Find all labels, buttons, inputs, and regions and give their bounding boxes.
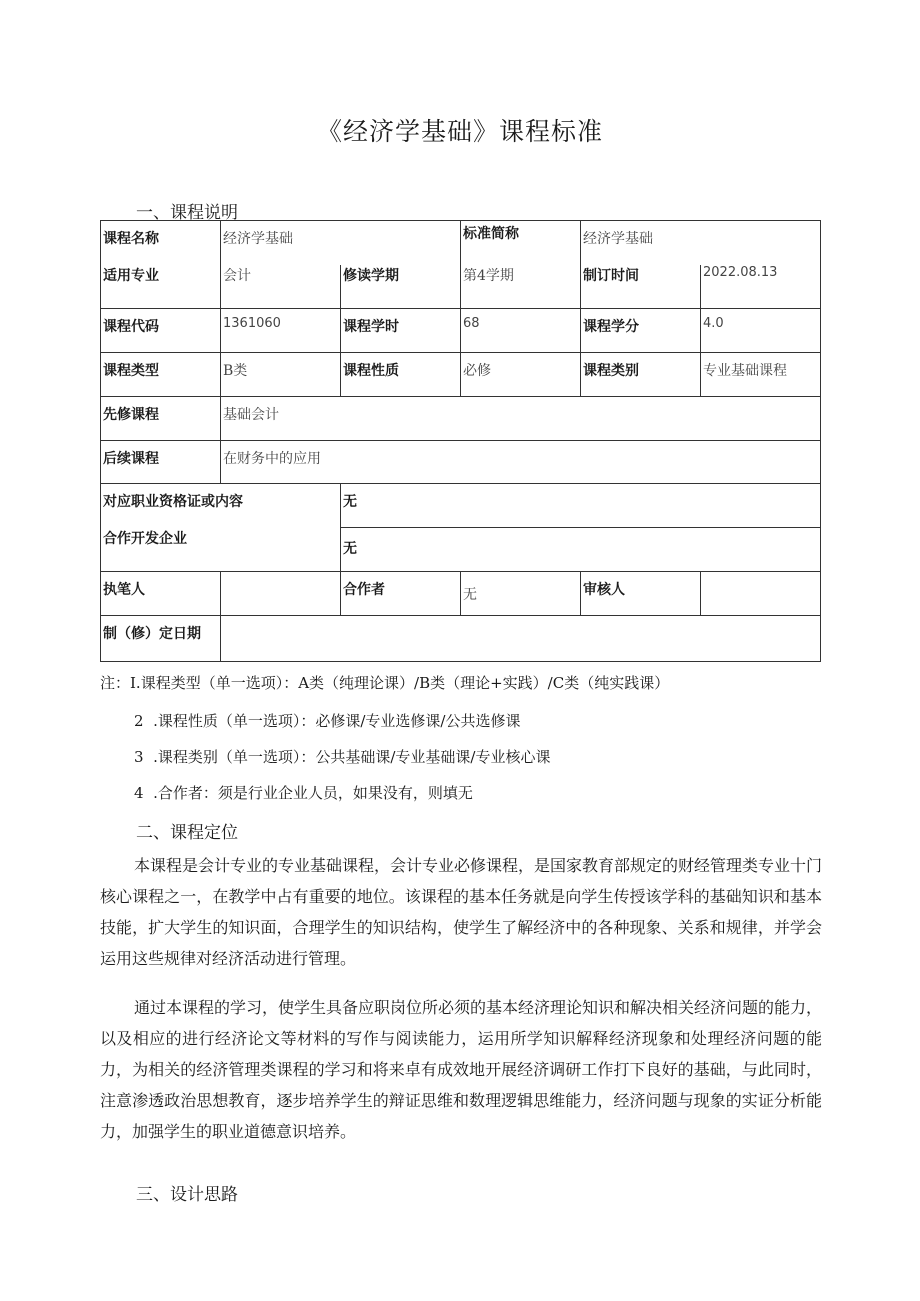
semester-label: 修读学期 xyxy=(341,265,461,309)
author-label: 执笔人 xyxy=(101,572,221,616)
revision-date-value xyxy=(221,616,821,662)
major-label: 适用专业 xyxy=(101,265,221,309)
major-value: 会计 xyxy=(221,265,341,309)
course-type-label: 课程类型 xyxy=(101,353,221,397)
document-title: 《经济学基础》课程标准 xyxy=(316,117,603,146)
note-3: 3 .课程类别（单一选项）：公共基础课/专业基础课/专业核心课 xyxy=(134,748,551,766)
partner-value: 无 xyxy=(461,572,581,616)
standard-abbr-value: 经济学基础 xyxy=(581,221,821,265)
author-value xyxy=(221,572,341,616)
date-value: 2022.08.13 xyxy=(701,265,821,309)
reviewer-value xyxy=(701,572,821,616)
course-nature-label: 课程性质 xyxy=(341,353,461,397)
course-name-value: 经济学基础 xyxy=(221,221,461,265)
section-heading-course-positioning: 二、课程定位 xyxy=(136,823,238,843)
note-2: 2 .课程性质（单一选项）：必修课/专业选修课/公共选修课 xyxy=(134,712,521,730)
course-credits-value: 4.0 xyxy=(701,309,821,353)
date-label: 制订时间 xyxy=(581,265,701,309)
course-type-value: B类 xyxy=(221,353,341,397)
paragraph-positioning-2: 通过本课程的学习，使学生具备应职岗位所必须的基本经济理论知识和解决相关经济问题的能力，以及相应的进行经济论文等材料的写作与阅读能力，运用所学知识解释经济现象和处理经济问题的能力，为相关的经济管理类课程的学习和将来卓有成效地开展经济调研工作打下良好的基础，与此同时，注意渗透政治思想教育，逐步培养学生的辩证思维和数理逻辑思维能力，经济问题与现象的实证分析能力，加强学生的职业道德意识培养。 xyxy=(100,998,823,1141)
enterprise-label: 合作开发企业 xyxy=(101,528,341,572)
section-heading-course-description: 一、课程说明 xyxy=(136,203,238,223)
note-4: 4 .合作者：须是行业企业人员，如果没有，则填无 xyxy=(134,784,473,802)
note-1: 注：I.课程类型（单一选项）：A类（纯理论课）/B类（理论+实践）/C类（纯实践课） xyxy=(100,674,670,692)
followup-value: 在财务中的应用 xyxy=(221,441,821,484)
reviewer-label: 审核人 xyxy=(581,572,701,616)
semester-value: 第4学期 xyxy=(461,265,581,309)
revision-date-label: 制（修）定日期 xyxy=(101,616,221,662)
course-code-label: 课程代码 xyxy=(101,309,221,353)
course-hours-label: 课程学时 xyxy=(341,309,461,353)
prerequisite-label: 先修课程 xyxy=(101,397,221,441)
course-category-value: 专业基础课程 xyxy=(701,353,821,397)
course-hours-value: 68 xyxy=(461,309,581,353)
paragraph-positioning-1: 本课程是会计专业的专业基础课程，会计专业必修课程，是国家教育部规定的财经管理类专业十门核心课程之一，在教学中占有重要的地位。该课程的基本任务就是向学生传授该学科的基础知识和基本技能，扩大学生的知识面，合理学生的知识结构，使学生了解经济中的各种现象、关系和规律，并学会运用这些规律对经济活动进行管理。 xyxy=(100,856,823,968)
course-nature-value: 必修 xyxy=(461,353,581,397)
course-category-label: 课程类别 xyxy=(581,353,701,397)
certificate-value: 无 xyxy=(341,484,821,528)
course-name-label: 课程名称 xyxy=(101,221,221,265)
section-heading-design-ideas: 三、设计思路 xyxy=(136,1185,238,1205)
followup-label: 后续课程 xyxy=(101,441,221,484)
course-info-table xyxy=(100,220,821,662)
prerequisite-value: 基础会计 xyxy=(221,397,821,441)
certificate-label: 对应职业资格证或内容 xyxy=(101,484,341,528)
partner-label: 合作者 xyxy=(341,572,461,616)
enterprise-value: 无 xyxy=(341,528,821,572)
course-code-value: 1361060 xyxy=(221,309,341,353)
standard-abbr-label: 标准简称 xyxy=(461,221,581,265)
course-credits-label: 课程学分 xyxy=(581,309,701,353)
